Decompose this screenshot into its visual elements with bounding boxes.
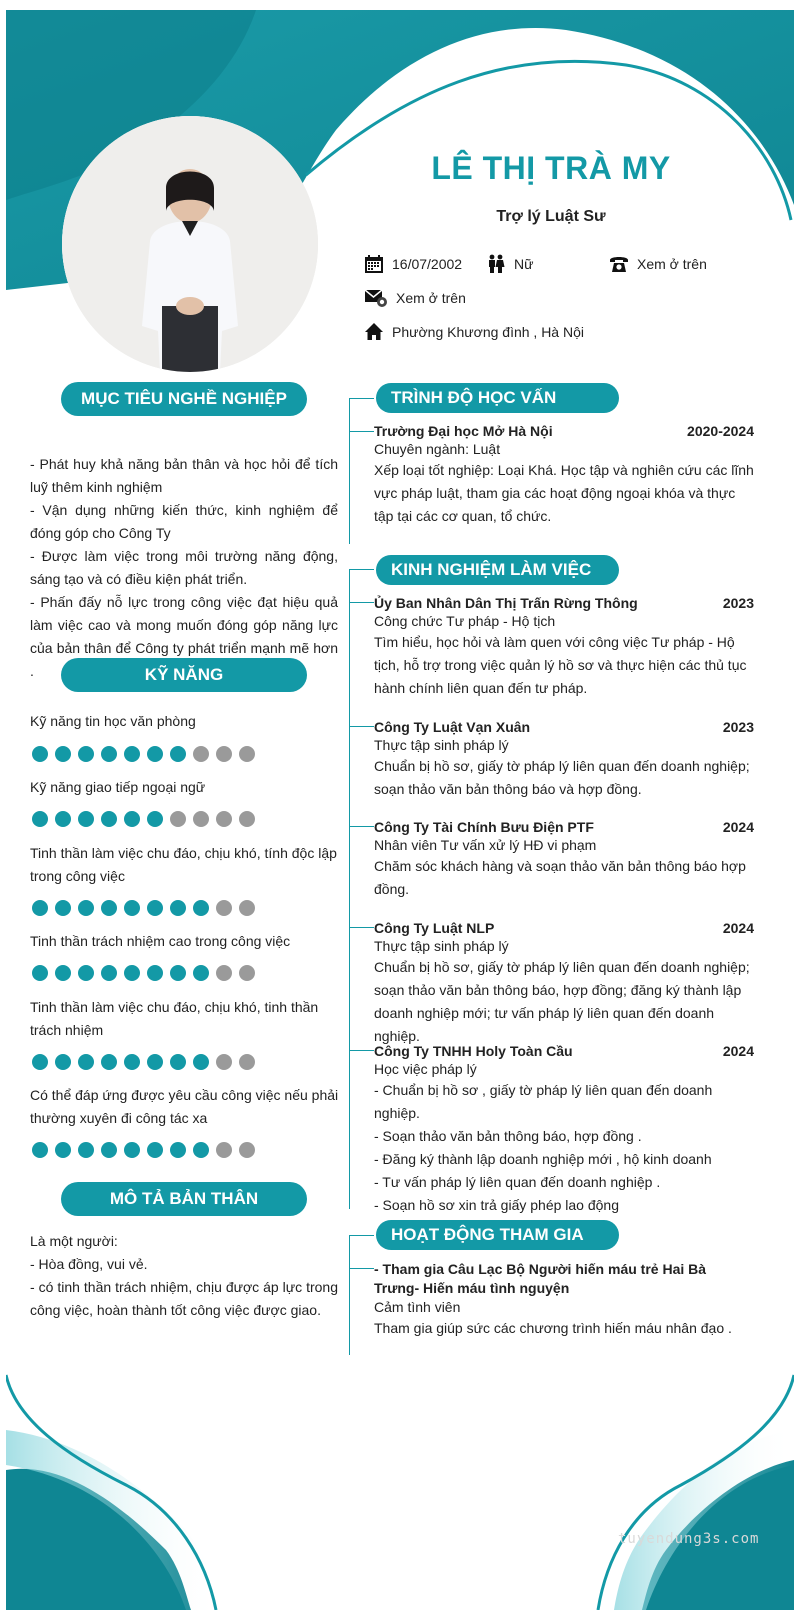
job-description-line: - Soạn thảo văn bản thông báo, hợp đồng .: [374, 1128, 642, 1144]
rating-dot-empty: [216, 965, 232, 981]
rating-dot-filled: [78, 1054, 94, 1070]
job-description: [374, 755, 754, 801]
candidate-role: Trợ lý Luật Sư: [496, 208, 606, 225]
rating-dot-filled: [147, 746, 163, 762]
education-timeline: [349, 398, 350, 544]
experience-year: 2024: [722, 920, 754, 936]
experience-year: 2023: [722, 719, 754, 735]
job-position: Nhân viên Tư vấn xử lý HĐ vi phạm: [374, 837, 597, 853]
rating-dot-empty: [193, 811, 209, 827]
rating-dot-filled: [78, 811, 94, 827]
activity-entry: [374, 1260, 734, 1340]
rating-dot-empty: [216, 811, 232, 827]
rating-dot-filled: [124, 811, 140, 827]
skill-rating: [32, 900, 255, 916]
watermark: tuyendung3s.com: [618, 1531, 760, 1547]
rating-dot-filled: [147, 900, 163, 916]
experience-year: 2024: [722, 819, 754, 835]
skill-rating: [32, 746, 255, 762]
rating-dot-filled: [193, 1054, 209, 1070]
school-name: Trường Đại học Mở Hà Nội: [374, 423, 553, 439]
rating-dot-filled: [55, 965, 71, 981]
education-heading: TRÌNH ĐỘ HỌC VẤN: [376, 383, 619, 413]
objective-line: - Phấn đấy nỗ lực trong công việc đạt hiệu quả làm việc cao và mong muốn đóng góp năng lực của bản thân để Công ty phát triển mạnh mẽ hơn .: [30, 594, 338, 679]
rating-dot-filled: [124, 1142, 140, 1158]
rating-dot-filled: [170, 746, 186, 762]
contact-phone: [609, 254, 707, 274]
timeline-tick: [349, 398, 374, 399]
rating-dot-filled: [55, 900, 71, 916]
job-description-line: Chuẩn bị hồ sơ, giấy tờ pháp lý liên quan đến doanh nghiệp; soạn thảo văn bản thông báo và hợp đồng.: [374, 758, 750, 797]
rating-dot-filled: [124, 746, 140, 762]
activity-title: - Tham gia Câu Lạc Bộ Người hiến máu trẻ Hai Bà Trưng- Hiến máu tình nguyện: [374, 1261, 707, 1296]
timeline-tick: [349, 1050, 374, 1051]
rating-dot-empty: [216, 900, 232, 916]
home-icon: [364, 322, 384, 342]
job-position: Thực tập sinh pháp lý: [374, 938, 509, 954]
company-name: Công Ty Luật Vạn Xuân: [374, 719, 531, 735]
timeline-tick: [349, 1268, 374, 1269]
rating-dot-filled: [193, 965, 209, 981]
experience-year: 2023: [722, 595, 754, 611]
job-description: [374, 1079, 754, 1217]
email-text: Xem ở trên: [396, 290, 466, 306]
experience-entry: [374, 1042, 754, 1217]
rating-dot-filled: [124, 965, 140, 981]
rating-dot-filled: [147, 1142, 163, 1158]
rating-dot-empty: [239, 746, 255, 762]
rating-dot-empty: [216, 746, 232, 762]
rating-dot-filled: [32, 1142, 48, 1158]
rating-dot-filled: [55, 811, 71, 827]
experience-entry: [374, 594, 754, 700]
address-text: Phường Khương đình , Hà Nội: [392, 324, 584, 340]
rating-dot-filled: [147, 1054, 163, 1070]
about-line: Là một người:: [30, 1233, 118, 1249]
rating-dot-filled: [170, 965, 186, 981]
timeline-tick: [349, 726, 374, 727]
objective-text: [30, 453, 338, 683]
company-name: Ủy Ban Nhân Dân Thị Trấn Rừng Thông: [374, 595, 638, 611]
rating-dot-filled: [78, 746, 94, 762]
activities-timeline: [349, 1235, 350, 1355]
skill-rating: [32, 1054, 255, 1070]
job-description-line: - Tư vấn pháp lý liên quan đến doanh nghiệp .: [374, 1174, 661, 1190]
timeline-tick: [349, 431, 374, 432]
rating-dot-empty: [239, 1142, 255, 1158]
rating-dot-filled: [78, 1142, 94, 1158]
objective-line: - Vận dụng những kiến thức, kinh nghiệm để đóng góp cho Công Ty: [30, 502, 338, 541]
timeline-tick: [349, 1235, 374, 1236]
objective-heading: MỤC TIÊU NGHỀ NGHIỆP: [61, 382, 307, 416]
rating-dot-filled: [78, 965, 94, 981]
skills-heading: KỸ NĂNG: [61, 658, 307, 692]
timeline-tick: [349, 602, 374, 603]
rating-dot-filled: [170, 1142, 186, 1158]
rating-dot-filled: [101, 811, 117, 827]
rating-dot-filled: [55, 746, 71, 762]
contact-gender: [486, 254, 533, 274]
job-description: [374, 631, 754, 700]
activity-description: Tham gia giúp sức các chương trình hiến máu nhân đạo .: [374, 1320, 732, 1336]
job-description-line: - Soạn hồ sơ xin trả giấy phép lao động: [374, 1197, 620, 1213]
skill-label: Tinh thần trách nhiệm cao trong công việc: [30, 933, 291, 949]
rating-dot-filled: [101, 900, 117, 916]
job-description-line: Chăm sóc khách hàng và soạn thảo văn bản thông báo hợp đồng.: [374, 858, 746, 897]
rating-dot-empty: [216, 1054, 232, 1070]
rating-dot-filled: [124, 1054, 140, 1070]
experience-timeline: [349, 569, 350, 1209]
rating-dot-filled: [147, 811, 163, 827]
job-description: [374, 855, 754, 901]
person-silhouette-icon: [62, 116, 318, 372]
skill-rating: [32, 965, 255, 981]
job-position: Thực tập sinh pháp lý: [374, 737, 509, 753]
rating-dot-filled: [32, 965, 48, 981]
rating-dot-filled: [32, 811, 48, 827]
skill-label: Kỹ năng giao tiếp ngoại ngữ: [30, 779, 206, 795]
skill-rating: [32, 1142, 255, 1158]
rating-dot-filled: [170, 1054, 186, 1070]
skill-label: Có thể đáp ứng được yêu cầu công việc nếu phải thường xuyên đi công tác xa: [30, 1087, 339, 1126]
rating-dot-filled: [32, 900, 48, 916]
timeline-tick: [349, 927, 374, 928]
gender-text: Nữ: [514, 256, 534, 272]
rating-dot-filled: [32, 746, 48, 762]
job-position: Công chức Tư pháp - Hộ tịch: [374, 613, 556, 629]
about-text: [30, 1230, 338, 1322]
birthdate-text: 16/07/2002: [392, 256, 463, 272]
contact-birthdate: [364, 254, 462, 274]
job-description: [374, 956, 754, 1048]
experience-year: 2024: [722, 1043, 754, 1059]
job-position: Học việc pháp lý: [374, 1061, 477, 1077]
contact-email: [364, 288, 466, 308]
skill-label: Kỹ năng tin học văn phòng: [30, 713, 196, 729]
job-description-line: - Chuẩn bị hồ sơ , giấy tờ pháp lý liên quan đến doanh nghiệp.: [374, 1082, 713, 1121]
about-heading: MÔ TẢ BẢN THÂN: [61, 1182, 307, 1216]
rating-dot-filled: [124, 900, 140, 916]
phone-text: Xem ở trên: [637, 256, 707, 272]
profile-photo: [62, 116, 318, 372]
skill-rating: [32, 811, 255, 827]
activity-role: Cảm tình viên: [374, 1299, 461, 1315]
education-major: Chuyên ngành: Luật: [374, 441, 501, 457]
experience-entry: [374, 818, 754, 901]
activities-heading: HOẠT ĐỘNG THAM GIA: [376, 1220, 619, 1250]
objective-line: - Được làm việc trong môi trường năng động, sáng tạo và có điều kiện phát triển.: [30, 548, 338, 587]
rating-dot-filled: [32, 1054, 48, 1070]
rating-dot-filled: [55, 1142, 71, 1158]
rating-dot-filled: [193, 1142, 209, 1158]
rating-dot-filled: [101, 965, 117, 981]
education-description: Xếp loại tốt nghiệp: Loại Khá. Học tập và nghiên cứu các lĩnh vực pháp luật, tham gia các hoạt động ngoại khóa và thực tập tại các cơ quan, tổ chức.: [374, 462, 754, 524]
rating-dot-empty: [239, 900, 255, 916]
skill-label: Tinh thần làm việc chu đáo, chịu khó, tính độc lập trong công việc: [30, 845, 337, 884]
rating-dot-empty: [170, 811, 186, 827]
rating-dot-filled: [101, 1054, 117, 1070]
about-line: - có tinh thần trách nhiệm, chịu được áp lực trong công việc, hoàn thành tốt công việc được giao.: [30, 1279, 338, 1318]
email-icon: [364, 288, 388, 308]
rating-dot-empty: [193, 746, 209, 762]
company-name: Công Ty TNHH Holy Toàn Cầu: [374, 1043, 573, 1059]
company-name: Công Ty Luật NLP: [374, 920, 495, 936]
education-entry: [374, 422, 754, 528]
job-description-line: - Đăng ký thành lập doanh nghiệp mới , hộ kinh doanh: [374, 1151, 712, 1167]
rating-dot-filled: [193, 900, 209, 916]
rating-dot-filled: [101, 1142, 117, 1158]
candidate-name: LÊ THỊ TRÀ MY: [431, 150, 671, 186]
calendar-icon: [364, 254, 384, 274]
contact-address: [364, 322, 584, 342]
rating-dot-empty: [216, 1142, 232, 1158]
experience-entry: [374, 718, 754, 801]
about-line: - Hòa đồng, vui vẻ.: [30, 1256, 148, 1272]
timeline-tick: [349, 569, 374, 570]
education-years: 2020-2024: [687, 423, 754, 439]
rating-dot-filled: [55, 1054, 71, 1070]
rating-dot-empty: [239, 965, 255, 981]
cv-sheet: [6, 10, 794, 1610]
rating-dot-empty: [239, 811, 255, 827]
job-description-line: Chuẩn bị hồ sơ, giấy tờ pháp lý liên quan đến doanh nghiệp; soạn thảo văn bản thông báo, hợp đồng; đăng ký thành lập doanh nghiệp mới; tư vấn pháp lý liên quan đến doanh nghiệp.: [374, 959, 750, 1044]
phone-icon: [609, 254, 629, 274]
gender-icon: [486, 254, 506, 274]
rating-dot-empty: [239, 1054, 255, 1070]
rating-dot-filled: [101, 746, 117, 762]
job-description-line: Tìm hiểu, học hỏi và làm quen với công việc Tư pháp - Hộ tịch, hỗ trợ trong việc quản lý hồ sơ và thực hiện các thủ tục hành chính liên quan đến tư pháp.: [374, 634, 747, 696]
rating-dot-filled: [147, 965, 163, 981]
experience-entry: [374, 919, 754, 1048]
timeline-tick: [349, 826, 374, 827]
rating-dot-filled: [170, 900, 186, 916]
company-name: Công Ty Tài Chính Bưu Điện PTF: [374, 819, 594, 835]
experience-heading: KINH NGHIỆM LÀM VIỆC: [376, 555, 619, 585]
rating-dot-filled: [78, 900, 94, 916]
objective-line: - Phát huy khả năng bản thân và học hỏi để tích luỹ thêm kinh nghiệm: [30, 456, 338, 495]
skill-label: Tinh thần làm việc chu đáo, chịu khó, tinh thần trách nhiệm: [30, 999, 319, 1038]
